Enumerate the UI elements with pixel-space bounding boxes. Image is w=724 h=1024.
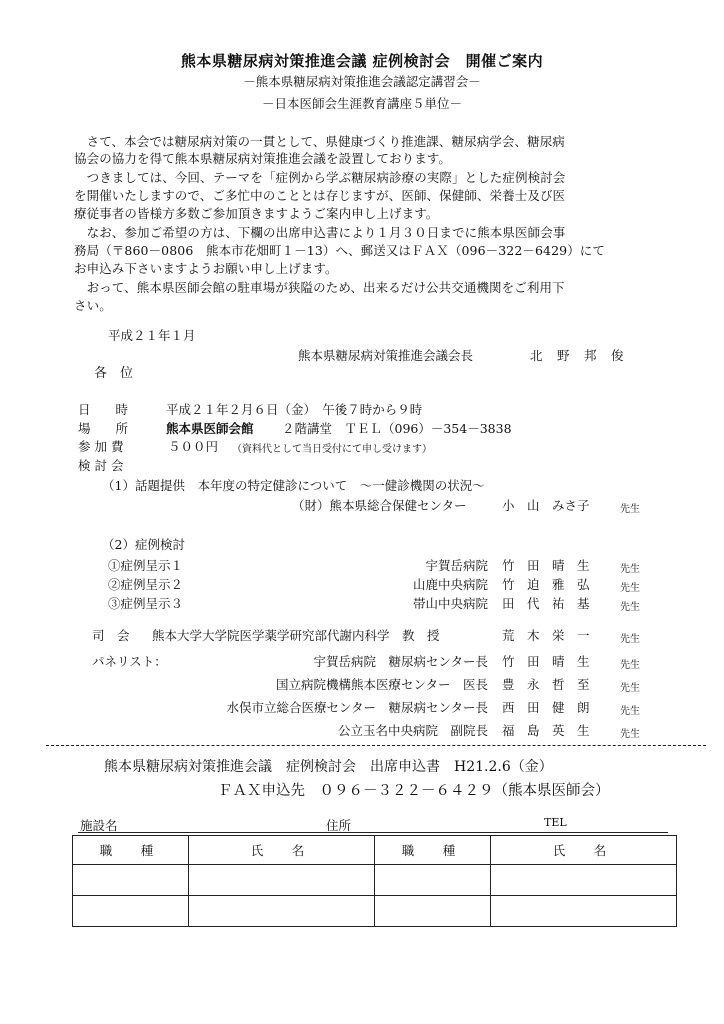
body-line-2: 協会の協力を得て熊本県糖尿病対策推進会議を設置しております。	[74, 151, 452, 166]
panelist-org: 国立病院機構熊本医療センター 医長	[275, 677, 488, 692]
form-fax: ＦＡＸ申込先 ０９６－３２２－６４２９（熊本県医師会）	[218, 783, 610, 799]
table-row	[73, 896, 677, 927]
panelist-org: 水俣市立総合医療センター 糖尿病センター長	[226, 700, 488, 715]
panelist-name: 福 島 英 生	[502, 723, 590, 738]
form-title: 熊本県糖尿病対策推進会議 症例検討会 出席申込書 H21.2.6（金）	[104, 759, 553, 775]
page-subtitle-1: －熊本県糖尿病対策推進会議認定講習会－	[243, 74, 481, 89]
case-presenter: 竹 迫 雅 弘	[502, 577, 590, 592]
case-presenter: 田 代 祐 基	[502, 596, 590, 611]
panelist-suffix: 先生	[620, 683, 640, 694]
topic-suffix: 先生	[620, 504, 640, 515]
position-cell[interactable]	[73, 896, 189, 927]
case-suffix: 先生	[620, 583, 640, 594]
body-line-9: おって、熊本県医師会館の駐車場が狭隘のため、出来るだけ公共交通機関をご利用下	[74, 280, 565, 295]
table-row	[73, 865, 677, 896]
fee-note: （資料代として当日受付にて申し受けます）	[232, 444, 432, 455]
body-line-5: 療従事者の皆様方多数ご参加頂きますようご案内申し上げます。	[74, 206, 439, 221]
cases-label: （2）症例検討	[102, 537, 185, 552]
tel-label: TEL	[544, 816, 567, 829]
case-label: ③症例呈示３	[108, 596, 184, 611]
attendee-table	[72, 835, 677, 927]
date-value: 平成２１年２月６日（金） 午後７時から９時	[166, 402, 423, 417]
body-line-8: お申込み下さいますようお願い申し上げます。	[74, 261, 338, 276]
panelist-name: 豊 永 哲 至	[502, 677, 590, 692]
place-room: ２階講堂 ＴＥＬ（096）－354－3838	[282, 421, 512, 436]
name-cell[interactable]	[189, 865, 375, 896]
panelist-suffix: 先生	[620, 729, 640, 740]
case-hospital: 宇賀岳病院	[425, 558, 488, 573]
moderator-suffix: 先生	[620, 634, 640, 645]
moderator-org: 熊本大学大学院医学薬学研究部代謝内科学 教 授	[152, 628, 440, 643]
header-name: 氏 名	[491, 836, 677, 865]
page-subtitle-2: －日本医師会生涯教育講座５単位－	[261, 96, 462, 111]
table-header-row	[73, 836, 677, 865]
body-line-7: 務局（〒860－0806 熊本市花畑町１－13）へ、郵送又はＦＡＸ（096－322－6429）にて	[74, 243, 606, 258]
header-position: 職 種	[73, 836, 189, 865]
date-label: 日 時	[78, 402, 129, 417]
name-cell[interactable]	[189, 896, 375, 927]
sender-org: 熊本県糖尿病対策推進会議会長	[298, 348, 474, 363]
name-cell[interactable]	[491, 896, 677, 927]
case-hospital: 山鹿中央病院	[412, 577, 488, 592]
fee-value: ５００円	[168, 439, 219, 454]
addressee: 各 位	[94, 366, 134, 381]
case-suffix: 先生	[620, 564, 640, 575]
case-suffix: 先生	[620, 602, 640, 613]
body-line-10: さい。	[74, 298, 112, 313]
header-name: 氏 名	[189, 836, 375, 865]
panelist-name: 竹 田 晴 生	[502, 654, 590, 669]
facility-label: 施設名	[80, 818, 118, 833]
panelist-suffix: 先生	[620, 660, 640, 671]
address-label: 住所	[326, 818, 352, 833]
page-title: 熊本県糖尿病対策推進会議 症例検討会 開催ご案内	[180, 52, 544, 70]
sender-name: 北 野 邦 俊	[530, 348, 625, 363]
topic-org: （財）熊本県総合保健センター	[292, 498, 467, 513]
name-cell[interactable]	[491, 865, 677, 896]
body-line-4: を開催いたしますので、ご多忙中のこととは存じますが、医師、保健師、栄養士及び医	[74, 188, 566, 203]
panelist-name: 西 田 健 朗	[502, 700, 590, 715]
header-position: 職 種	[375, 836, 491, 865]
form-underline	[78, 832, 668, 833]
position-cell[interactable]	[73, 865, 189, 896]
meeting-label: 検 討 会	[78, 458, 124, 473]
position-cell[interactable]	[375, 896, 491, 927]
body-line-6: なお、参加ご希望の方は、下欄の出席申込書により１月３０日までに熊本県医師会事	[74, 225, 566, 240]
moderator-label: 司 会	[92, 628, 130, 643]
place-value: 熊本県医師会館	[166, 421, 254, 436]
moderator-name: 荒 木 栄 一	[502, 628, 590, 643]
topic-speaker: 小 山 みさ子	[502, 498, 590, 513]
case-hospital: 帯山中央病院	[412, 596, 488, 611]
case-presenter: 竹 田 晴 生	[502, 558, 590, 573]
fee-label: 参 加 費	[78, 439, 124, 454]
case-label: ①症例呈示１	[108, 558, 184, 573]
panelists-label: パネリスト：	[92, 654, 167, 669]
position-cell[interactable]	[375, 865, 491, 896]
body-line-3: つきましては、今回、テーマを「症例から学ぶ糖尿病診療の実際」とした症例検討会	[74, 170, 566, 185]
panelist-org: 公立玉名中央病院 副院長	[337, 723, 488, 738]
place-label: 場 所	[78, 421, 129, 436]
panelist-org: 宇賀岳病院 糖尿病センター長	[313, 654, 488, 669]
cut-line	[46, 745, 706, 746]
topic-label: （1）話題提供 本年度の特定健診について ～一健診機関の状況～	[102, 478, 485, 493]
issue-date: 平成２１年１月	[108, 328, 196, 343]
case-label: ②症例呈示２	[108, 577, 184, 592]
body-line-1: さて、本会では糖尿病対策の一貫として、県健康づくり推進課、糖尿病学会、糖尿病	[74, 134, 565, 149]
panelist-suffix: 先生	[620, 706, 640, 717]
